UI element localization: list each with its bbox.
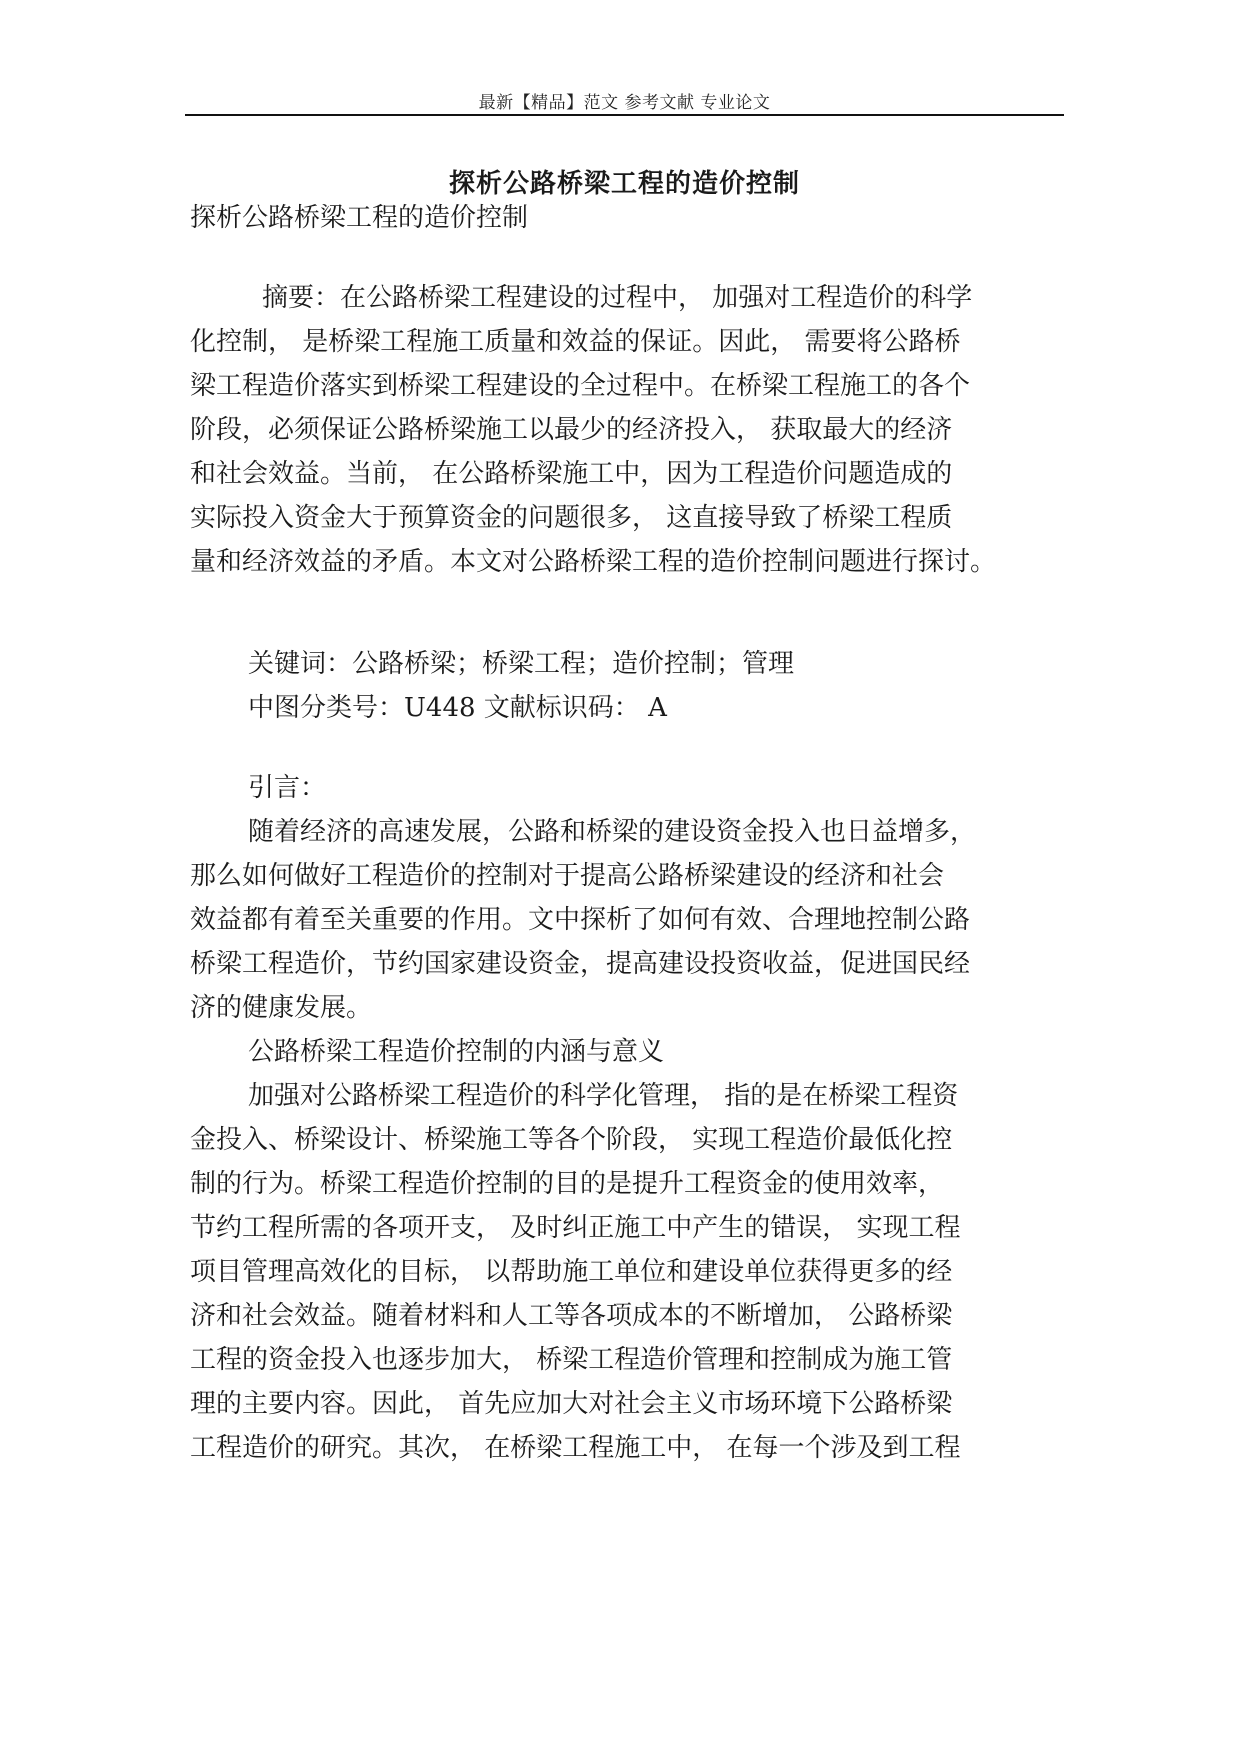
intro-heading: 引言：: [248, 773, 327, 803]
body-line: 金投入、桥梁设计、桥梁施工等各个阶段， 实现工程造价最低化控: [190, 1125, 953, 1155]
abstract-line: 阶段，必须保证公路桥梁施工以最少的经济投入， 获取最大的经济: [190, 415, 953, 445]
abstract-line: 摘要：在公路桥梁工程建设的过程中， 加强对工程造价的科学: [262, 283, 973, 313]
abstract-line: 量和经济效益的矛盾。本文对公路桥梁工程的造价控制问题进行探讨。: [190, 547, 997, 577]
body-line: 制的行为。桥梁工程造价控制的目的是提升工程资金的使用效率，: [190, 1169, 945, 1199]
intro-line: 桥梁工程造价，节约国家建设资金，提高建设投资收益，促进国民经: [190, 949, 971, 979]
abstract-paragraph: [190, 276, 1080, 584]
body-line: 工程的资金投入也逐步加大， 桥梁工程造价管理和控制成为施工管: [190, 1345, 953, 1375]
body-line: 济和社会效益。随着材料和人工等各项成本的不断增加， 公路桥梁: [190, 1301, 953, 1331]
document-title: 探析公路桥梁工程的造价控制: [448, 169, 800, 199]
introduction-section: [190, 766, 1080, 1030]
intro-line: 随着经济的高速发展，公路和桥梁的建设资金投入也日益增多，: [248, 817, 977, 847]
classification-line: 中图分类号：U448 文献标识码： A: [248, 693, 667, 723]
header-divider: [185, 114, 1064, 116]
abstract-line: 实际投入资金大于预算资金的问题很多， 这直接导致了桥梁工程质: [190, 503, 953, 533]
abstract-line: 和社会效益。当前， 在公路桥梁施工中，因为工程造价问题造成的: [190, 459, 953, 489]
document-subtitle: [190, 196, 1080, 240]
body-line: 理的主要内容。因此， 首先应加大对社会主义市场环境下公路桥梁: [190, 1389, 953, 1419]
body-line: 加强对公路桥梁工程造价的科学化管理， 指的是在桥梁工程资: [248, 1081, 959, 1111]
subtitle-line: 探析公路桥梁工程的造价控制: [190, 203, 529, 233]
body-line: 工程造价的研究。其次， 在桥梁工程施工中， 在每一个涉及到工程: [190, 1433, 961, 1463]
section-heading: 公路桥梁工程造价控制的内涵与意义: [248, 1037, 665, 1067]
intro-line: 济的健康发展。: [190, 993, 373, 1023]
intro-line: 效益都有着至关重要的作用。文中探析了如何有效、合理地控制公路: [190, 905, 971, 935]
intro-line: 那么如何做好工程造价的控制对于提高公路桥梁建设的经济和社会: [190, 861, 945, 891]
abstract-line: 化控制， 是桥梁工程施工质量和效益的保证。因此， 需要将公路桥: [190, 327, 961, 357]
running-header: 最新【精品】范文 参考文献 专业论文: [478, 93, 771, 113]
metadata-block: [190, 642, 1080, 730]
body-line: 节约工程所需的各项开支， 及时纠正施工中产生的错误， 实现工程: [190, 1213, 961, 1243]
section-body: [190, 1030, 1080, 1470]
abstract-line: 梁工程造价落实到桥梁工程建设的全过程中。在桥梁工程施工的各个: [190, 371, 971, 401]
body-line: 项目管理高效化的目标， 以帮助施工单位和建设单位获得更多的经: [190, 1257, 953, 1287]
keywords-line: 关键词：公路桥梁；桥梁工程；造价控制；管理: [248, 649, 795, 679]
